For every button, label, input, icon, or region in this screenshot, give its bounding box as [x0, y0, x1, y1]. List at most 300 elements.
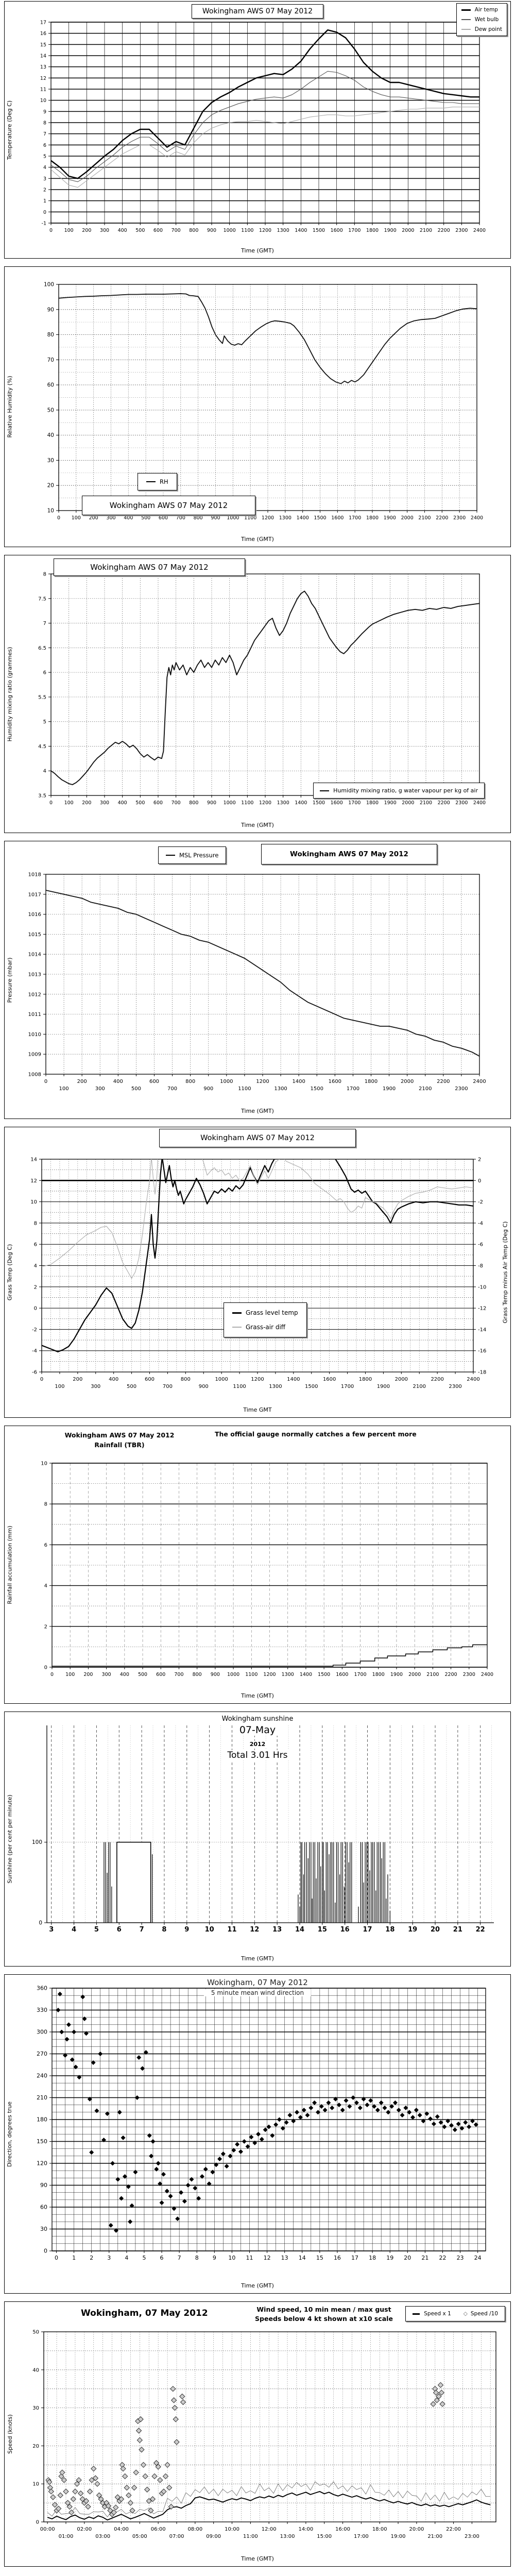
svg-text:19: 19: [408, 1926, 418, 1934]
svg-text:2400: 2400: [473, 800, 486, 806]
svg-text:100: 100: [31, 1839, 42, 1846]
svg-text:-6: -6: [478, 1242, 483, 1248]
svg-text:19: 19: [386, 2255, 394, 2261]
svg-text:16: 16: [333, 2255, 341, 2261]
svg-text:18: 18: [369, 2255, 376, 2261]
svg-text:2100: 2100: [419, 1086, 432, 1092]
svg-text:23:00: 23:00: [464, 2534, 479, 2539]
svg-text:1000: 1000: [227, 515, 239, 521]
svg-text:-4: -4: [32, 1348, 37, 1354]
svg-text:20: 20: [404, 2255, 411, 2261]
svg-text:0: 0: [49, 228, 53, 233]
svg-text:300: 300: [106, 515, 116, 521]
svg-text:1800: 1800: [366, 228, 379, 233]
svg-text:400: 400: [124, 515, 133, 521]
svg-text:1500: 1500: [312, 228, 325, 233]
svg-text:1700: 1700: [349, 515, 362, 521]
legend-label: Speed x 1: [424, 2311, 451, 2317]
svg-text:01:00: 01:00: [58, 2534, 74, 2539]
svg-text:400: 400: [117, 228, 127, 233]
svg-text:300: 300: [99, 228, 110, 233]
svg-text:1900: 1900: [382, 1086, 396, 1092]
svg-text:-8: -8: [478, 1263, 483, 1269]
svg-text:22: 22: [475, 1926, 485, 1934]
wind-speed-note-2: Speeds below 4 kt shown at x10 scale: [247, 2315, 401, 2323]
svg-text:8: 8: [195, 2255, 199, 2261]
wind-speed-legend: [405, 2306, 505, 2321]
svg-text:300: 300: [37, 2028, 47, 2036]
svg-text:19:00: 19:00: [390, 2534, 406, 2539]
svg-text:15: 15: [316, 2255, 323, 2261]
legend-item: [413, 2311, 451, 2317]
sunshine-total: Total 3.01 Hrs: [224, 1750, 292, 1760]
svg-text:900: 900: [203, 1086, 214, 1092]
legend-item: [146, 478, 168, 485]
svg-text:1009: 1009: [28, 1052, 41, 1058]
svg-text:10:00: 10:00: [225, 2527, 239, 2532]
svg-text:5: 5: [43, 719, 46, 725]
svg-text:500: 500: [135, 228, 145, 233]
svg-text:1100: 1100: [241, 228, 254, 233]
y-axis-label: Direction, degrees true: [6, 2101, 13, 2167]
svg-text:210: 210: [37, 2094, 47, 2101]
svg-text:14:00: 14:00: [298, 2527, 314, 2532]
svg-text:1700: 1700: [354, 1672, 367, 1677]
y-axis-label: Relative Humidity (%): [6, 376, 13, 438]
chart-title: Wokingham AWS 07 May 2012: [192, 4, 323, 19]
svg-text:14: 14: [298, 2255, 306, 2261]
svg-text:800: 800: [185, 1079, 196, 1084]
temperature-plot: [5, 2, 510, 258]
y-axis-label: Pressure (mbar): [6, 957, 13, 1003]
svg-text:6: 6: [116, 1926, 122, 1934]
svg-text:17: 17: [40, 20, 46, 26]
svg-text:-18: -18: [478, 1369, 487, 1376]
svg-text:11:00: 11:00: [243, 2534, 258, 2539]
svg-text:50: 50: [32, 2329, 39, 2335]
svg-text:0: 0: [44, 1665, 47, 1671]
wind-speed-chart-panel: [4, 2301, 511, 2567]
chart-title: Wokingham, 07 May 2012: [200, 1978, 315, 1987]
svg-text:700: 700: [167, 1086, 178, 1092]
svg-text:900: 900: [198, 1384, 209, 1389]
svg-text:-12: -12: [478, 1306, 487, 1312]
svg-text:1800: 1800: [366, 800, 379, 806]
svg-text:4.5: 4.5: [38, 743, 46, 750]
svg-text:1600: 1600: [336, 1672, 349, 1677]
legend-label: Humidity mixing ratio, g water vapour per kg of air: [333, 787, 478, 794]
svg-text:12: 12: [250, 1926, 260, 1934]
x-axis-label: Time (GMT): [241, 2282, 274, 2289]
svg-text:0: 0: [478, 1178, 482, 1184]
svg-text:20: 20: [47, 482, 54, 489]
svg-text:1700: 1700: [348, 228, 361, 233]
legend-item: [461, 16, 502, 23]
svg-text:1012: 1012: [28, 992, 41, 998]
svg-text:15:00: 15:00: [317, 2534, 332, 2539]
wind-speed-plot: [5, 2302, 510, 2566]
svg-text:1900: 1900: [390, 1672, 403, 1677]
svg-text:50: 50: [47, 407, 54, 414]
svg-text:-6: -6: [32, 1369, 37, 1376]
svg-text:18:00: 18:00: [372, 2527, 387, 2532]
grass-temp-chart-panel: [4, 1127, 511, 1418]
svg-text:1100: 1100: [238, 1086, 251, 1092]
svg-text:100: 100: [55, 1384, 65, 1389]
svg-text:2200: 2200: [437, 800, 450, 806]
pressure-legend: [158, 846, 226, 864]
wind-direction-plot: [5, 1975, 510, 2293]
gauge-note: The official gauge normally catches a few percent more: [215, 1430, 493, 1438]
svg-text:2000: 2000: [400, 1079, 414, 1084]
svg-text:5: 5: [142, 2255, 146, 2261]
chart-title: Wokingham AWS 07 May 2012: [54, 558, 245, 576]
legend-label: RH: [160, 478, 168, 485]
svg-text:-16: -16: [478, 1348, 487, 1354]
svg-text:1100: 1100: [244, 515, 257, 521]
svg-text:700: 700: [162, 1384, 173, 1389]
svg-text:600: 600: [144, 1377, 155, 1382]
svg-text:1800: 1800: [366, 515, 379, 521]
svg-text:1400: 1400: [287, 1377, 300, 1382]
mixing-ratio-legend: [313, 783, 485, 799]
svg-text:700: 700: [171, 800, 181, 806]
svg-text:900: 900: [210, 1672, 220, 1677]
svg-text:800: 800: [180, 1377, 191, 1382]
grass-temp-plot: [5, 1127, 510, 1417]
grass-air-diff-line-swatch: [232, 1327, 242, 1328]
svg-text:1200: 1200: [263, 1672, 276, 1677]
svg-text:2: 2: [478, 1157, 482, 1163]
speed-line-swatch: [413, 2313, 420, 2315]
svg-text:200: 200: [83, 1672, 93, 1677]
svg-text:800: 800: [193, 515, 203, 521]
svg-text:1800: 1800: [358, 1377, 372, 1382]
svg-text:13:00: 13:00: [280, 2534, 295, 2539]
x-axis-label: Time (GMT): [241, 1692, 274, 1699]
svg-text:1800: 1800: [364, 1079, 378, 1084]
svg-text:2300: 2300: [453, 515, 466, 521]
x-axis-label: Time (GMT): [241, 1108, 274, 1114]
y2-axis-label: Grass Temp minus Air Temp (Deg C): [502, 1221, 509, 1324]
svg-text:100: 100: [65, 1672, 75, 1677]
svg-text:2000: 2000: [402, 228, 415, 233]
legend-item: [232, 1324, 298, 1331]
svg-text:2200: 2200: [431, 1377, 444, 1382]
svg-text:00:00: 00:00: [40, 2527, 55, 2532]
svg-text:8: 8: [44, 1501, 47, 1507]
svg-text:1000: 1000: [223, 800, 236, 806]
svg-text:0: 0: [39, 1920, 42, 1926]
svg-text:1400: 1400: [299, 1672, 313, 1677]
legend-label: Dew point: [474, 26, 502, 32]
x-axis-label: Time GMT: [243, 1406, 272, 1413]
x-axis-label: Time (GMT): [241, 247, 274, 254]
svg-text:1700: 1700: [348, 800, 361, 806]
svg-text:13: 13: [272, 1926, 282, 1934]
svg-text:2400: 2400: [473, 228, 486, 233]
svg-text:17: 17: [351, 2255, 359, 2261]
svg-text:1500: 1500: [312, 800, 325, 806]
svg-text:1100: 1100: [233, 1384, 246, 1389]
svg-text:30: 30: [40, 2226, 47, 2232]
svg-text:4: 4: [43, 165, 46, 171]
humidity-chart-panel: [4, 266, 511, 547]
svg-text:30: 30: [47, 457, 54, 464]
chart-title: Wokingham, 07 May 2012: [81, 2308, 208, 2318]
svg-text:150: 150: [37, 2138, 47, 2145]
svg-text:900: 900: [211, 515, 220, 521]
svg-text:1: 1: [43, 198, 46, 205]
grass-temp-legend: [224, 1302, 307, 1337]
dew-point-line-swatch: [461, 29, 471, 30]
svg-text:400: 400: [109, 1377, 119, 1382]
svg-text:1300: 1300: [277, 800, 289, 806]
svg-text:900: 900: [207, 228, 217, 233]
svg-text:100: 100: [71, 515, 81, 521]
svg-text:5: 5: [94, 1926, 99, 1934]
svg-text:15: 15: [317, 1926, 327, 1934]
svg-text:11: 11: [227, 1926, 237, 1934]
svg-text:10: 10: [204, 1926, 214, 1934]
wet-bulb-line-swatch: [461, 19, 471, 20]
mixing-ratio-chart-panel: [4, 555, 511, 833]
svg-text:9: 9: [43, 109, 46, 115]
svg-text:7: 7: [139, 1926, 144, 1934]
legend-item: [464, 2311, 498, 2317]
svg-text:1200: 1200: [256, 1079, 269, 1084]
svg-text:5.5: 5.5: [38, 694, 46, 701]
svg-text:4: 4: [33, 1263, 37, 1269]
svg-text:270: 270: [37, 2050, 47, 2057]
svg-text:8: 8: [43, 120, 46, 126]
svg-text:18: 18: [385, 1926, 395, 1934]
svg-text:1017: 1017: [28, 892, 41, 898]
y-axis-label: Sunshine (per cent per minute): [6, 1794, 13, 1884]
svg-text:500: 500: [138, 1672, 148, 1677]
svg-text:08:00: 08:00: [187, 2527, 203, 2532]
legend-item: [232, 1309, 298, 1316]
rainfall-chart-panel: [4, 1426, 511, 1704]
humidity-plot: [5, 267, 510, 547]
svg-text:1900: 1900: [383, 515, 396, 521]
svg-text:3: 3: [107, 2255, 111, 2261]
svg-text:300: 300: [99, 800, 110, 806]
svg-text:0: 0: [49, 800, 53, 806]
svg-text:500: 500: [127, 1384, 137, 1389]
svg-text:100: 100: [59, 1086, 69, 1092]
svg-text:900: 900: [207, 800, 217, 806]
pressure-line-swatch: [166, 855, 175, 856]
temperature-chart-panel: [4, 1, 511, 259]
pressure-chart-panel: [4, 841, 511, 1119]
svg-text:0: 0: [55, 2255, 59, 2261]
svg-text:1700: 1700: [346, 1086, 360, 1092]
svg-text:2000: 2000: [402, 800, 415, 806]
chart-subtitle: 5 minute mean wind direction: [204, 1989, 311, 1996]
svg-text:17:00: 17:00: [353, 2534, 369, 2539]
rainfall-plot: [5, 1426, 510, 1703]
svg-text:1015: 1015: [28, 931, 41, 938]
svg-text:240: 240: [37, 2072, 47, 2079]
svg-text:1008: 1008: [28, 1072, 41, 1078]
svg-text:2300: 2300: [455, 1086, 468, 1092]
svg-text:1010: 1010: [28, 1031, 41, 1038]
svg-text:1: 1: [72, 2255, 76, 2261]
svg-text:13: 13: [40, 64, 46, 71]
svg-text:400: 400: [119, 1672, 129, 1677]
svg-text:300: 300: [101, 1672, 111, 1677]
chart-title: Wokingham AWS 07 May 2012: [159, 1129, 356, 1147]
svg-text:1700: 1700: [340, 1384, 354, 1389]
svg-text:1100: 1100: [241, 800, 254, 806]
svg-text:100: 100: [64, 228, 74, 233]
svg-text:1600: 1600: [331, 515, 344, 521]
svg-text:0: 0: [33, 1306, 37, 1312]
svg-text:2300: 2300: [449, 1384, 462, 1389]
svg-text:0: 0: [44, 1079, 48, 1084]
svg-text:10: 10: [47, 507, 54, 514]
svg-text:2100: 2100: [413, 1384, 426, 1389]
svg-text:20: 20: [430, 1926, 440, 1934]
x-axis-label: Time (GMT): [241, 2555, 274, 2562]
legend-label: Grass-air diff: [246, 1324, 286, 1331]
svg-text:04:00: 04:00: [114, 2527, 129, 2532]
chart-date: 07-May: [235, 1724, 280, 1736]
svg-text:1300: 1300: [274, 1086, 287, 1092]
svg-text:2400: 2400: [480, 1672, 494, 1677]
svg-text:17: 17: [363, 1926, 372, 1934]
svg-text:2000: 2000: [401, 515, 414, 521]
svg-text:3: 3: [49, 1926, 54, 1934]
svg-text:800: 800: [192, 1672, 202, 1677]
svg-text:400: 400: [117, 800, 127, 806]
svg-text:1200: 1200: [261, 515, 274, 521]
svg-text:1014: 1014: [28, 952, 41, 958]
legend-label: Wet bulb: [474, 16, 499, 23]
svg-text:0: 0: [43, 209, 46, 215]
svg-text:1011: 1011: [28, 1012, 41, 1018]
grass-temp-line-swatch: [232, 1312, 242, 1314]
svg-text:7.5: 7.5: [38, 596, 46, 602]
svg-text:03:00: 03:00: [95, 2534, 111, 2539]
svg-text:1016: 1016: [28, 912, 41, 918]
svg-text:200: 200: [77, 1079, 87, 1084]
svg-text:1300: 1300: [281, 1672, 294, 1677]
rh-legend: [138, 473, 177, 490]
svg-text:7: 7: [43, 131, 46, 138]
svg-text:400: 400: [113, 1079, 123, 1084]
svg-text:1400: 1400: [292, 1079, 305, 1084]
svg-text:2: 2: [44, 1624, 47, 1630]
svg-text:80: 80: [47, 332, 54, 338]
wind-speed-note-1: Wind speed, 10 min mean / max gust: [247, 2306, 401, 2313]
svg-text:200: 200: [82, 800, 92, 806]
svg-text:-2: -2: [32, 1327, 37, 1333]
svg-text:0: 0: [40, 1377, 44, 1382]
svg-text:3: 3: [43, 176, 46, 182]
svg-text:9: 9: [184, 1926, 190, 1934]
svg-text:11: 11: [246, 2255, 253, 2261]
svg-text:2300: 2300: [462, 1672, 475, 1677]
svg-text:07:00: 07:00: [169, 2534, 184, 2539]
chart-title: Wokingham AWS 07 May 2012: [82, 496, 255, 515]
svg-text:700: 700: [174, 1672, 184, 1677]
svg-text:-2: -2: [478, 1199, 483, 1206]
svg-text:500: 500: [131, 1086, 141, 1092]
svg-text:200: 200: [89, 515, 98, 521]
y-axis-label: Temperature (Deg C): [6, 100, 13, 160]
svg-text:600: 600: [158, 515, 168, 521]
svg-text:0: 0: [36, 2519, 39, 2526]
svg-text:-1: -1: [41, 221, 46, 227]
y-axis-label: Rainfall accumulation (mm): [6, 1525, 13, 1604]
svg-text:40: 40: [47, 432, 54, 439]
svg-text:600: 600: [149, 1079, 160, 1084]
svg-text:12: 12: [263, 2255, 271, 2261]
svg-text:1500: 1500: [305, 1384, 318, 1389]
svg-text:6.5: 6.5: [38, 645, 46, 651]
legend-label: MSL Pressure: [179, 852, 219, 859]
svg-text:09:00: 09:00: [206, 2534, 221, 2539]
svg-text:2000: 2000: [394, 1377, 408, 1382]
svg-text:200: 200: [73, 1377, 83, 1382]
svg-text:-14: -14: [478, 1327, 487, 1333]
svg-text:20:00: 20:00: [409, 2527, 424, 2532]
svg-text:1500: 1500: [314, 515, 327, 521]
svg-text:20: 20: [32, 2443, 39, 2449]
svg-text:1600: 1600: [330, 228, 343, 233]
svg-text:300: 300: [95, 1086, 105, 1092]
wind-direction-chart-panel: [4, 1974, 511, 2294]
svg-text:7: 7: [43, 621, 46, 627]
svg-text:2400: 2400: [470, 515, 484, 521]
svg-text:1500: 1500: [310, 1086, 323, 1092]
svg-text:40: 40: [32, 2367, 39, 2374]
svg-text:1000: 1000: [223, 228, 236, 233]
svg-text:7: 7: [177, 2255, 181, 2261]
svg-text:70: 70: [47, 357, 54, 363]
svg-text:180: 180: [37, 2116, 47, 2123]
chart-title: Wokingham AWS 07 May 2012: [261, 844, 437, 865]
svg-text:11: 11: [40, 87, 46, 93]
mixing-ratio-line-swatch: [320, 790, 329, 791]
svg-text:60: 60: [47, 382, 54, 388]
svg-text:12: 12: [40, 75, 46, 81]
svg-text:21:00: 21:00: [427, 2534, 443, 2539]
svg-text:1900: 1900: [384, 228, 397, 233]
temperature-legend: [456, 3, 507, 36]
svg-text:2100: 2100: [419, 228, 433, 233]
svg-text:100: 100: [64, 800, 74, 806]
svg-text:500: 500: [141, 515, 151, 521]
svg-text:14: 14: [40, 53, 46, 59]
svg-text:16:00: 16:00: [335, 2527, 350, 2532]
y-axis-label: Speed (knots): [6, 2414, 13, 2454]
svg-text:24: 24: [474, 2255, 482, 2261]
svg-text:700: 700: [176, 515, 185, 521]
svg-text:1600: 1600: [328, 1079, 342, 1084]
svg-text:14: 14: [30, 1157, 37, 1163]
x-axis-label: Time (GMT): [241, 536, 274, 543]
svg-text:1900: 1900: [384, 800, 397, 806]
air-temp-line-swatch: [461, 9, 471, 11]
svg-text:600: 600: [153, 228, 163, 233]
svg-text:0: 0: [50, 1672, 54, 1677]
svg-text:800: 800: [189, 800, 199, 806]
svg-text:8: 8: [33, 1221, 37, 1227]
svg-text:0: 0: [57, 515, 61, 521]
